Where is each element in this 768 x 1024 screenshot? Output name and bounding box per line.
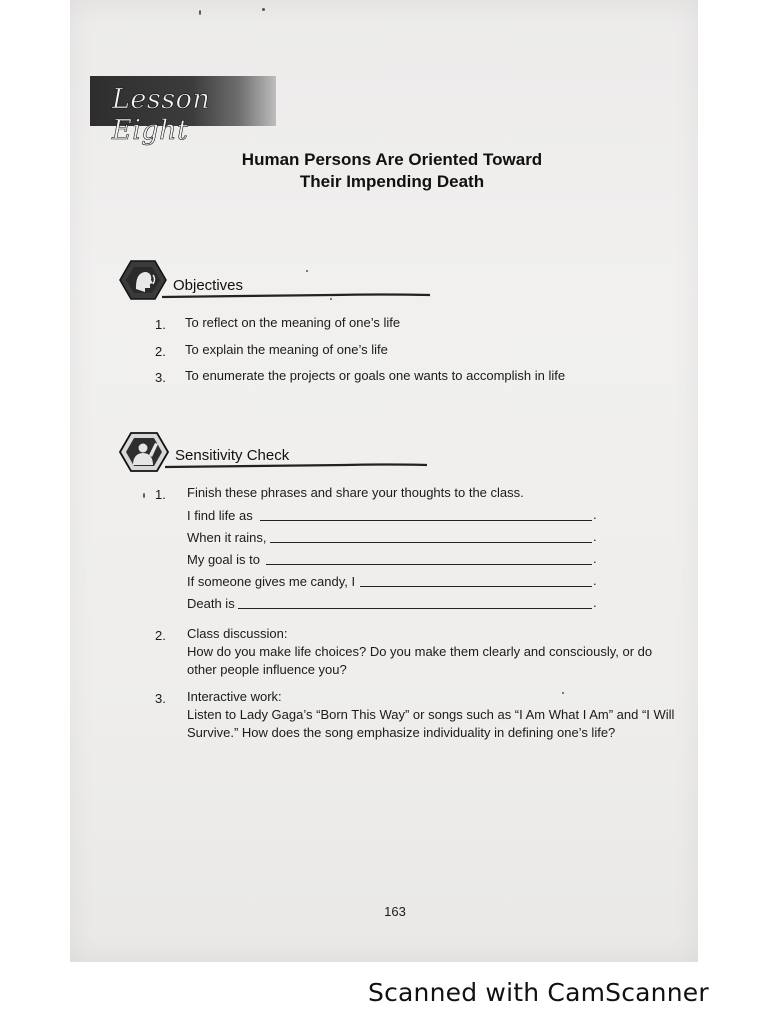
lesson-banner: [90, 76, 276, 146]
sensitivity-item-2-line2: other people influence you?: [187, 662, 347, 677]
objective-1-number: 1.: [155, 317, 166, 332]
phrase-3-period: .: [593, 551, 597, 566]
scan-speck: [330, 298, 332, 300]
objective-2-number: 2.: [155, 344, 166, 359]
phrase-4-period: .: [593, 573, 597, 588]
phrase-2-blank[interactable]: [270, 542, 592, 543]
scan-speck: [562, 692, 564, 694]
objective-2-text: To explain the meaning of one’s life: [185, 342, 388, 357]
objectives-rule: [162, 292, 432, 300]
phrase-2-text: When it rains,: [187, 530, 267, 545]
phrase-4-text: If someone gives me candy, I: [187, 574, 356, 589]
sensitivity-item-3-line1: Listen to Lady Gaga’s “Born This Way” or songs such as “I Am What I Am” and “I Will: [187, 707, 675, 722]
sensitivity-item-2-number: 2.: [155, 628, 166, 643]
objective-3-text: To enumerate the projects or goals one wants to accomplish in life: [185, 368, 566, 383]
scan-speck: [262, 8, 265, 11]
sensitivity-check-icon: [119, 431, 169, 473]
sensitivity-item-3-number: 3.: [155, 691, 166, 706]
lesson-label: Lesson Eight: [112, 84, 211, 146]
phrase-3-text: My goal is to: [187, 552, 260, 567]
page-number: 163: [384, 904, 406, 919]
phrase-1-text: I find life as: [187, 508, 253, 523]
phrase-4-blank[interactable]: [360, 586, 592, 587]
sensitivity-item-2-heading: Class discussion:: [187, 626, 288, 641]
lesson-title-line2: Their Impending Death: [299, 172, 485, 191]
objectives-heading: Objectives: [173, 277, 244, 294]
sensitivity-check-heading: Sensitivity Check: [175, 447, 290, 464]
scan-speck: [143, 493, 145, 498]
camscanner-watermark: Scanned with CamScanner: [368, 978, 709, 1007]
lesson-title-line1: Human Persons Are Oriented Toward: [241, 150, 543, 169]
phrase-5-blank[interactable]: [238, 608, 592, 609]
scan-speck: [199, 10, 201, 15]
scan-speck: [306, 270, 308, 272]
sensitivity-item-3-line2: Survive.” How does the song emphasize individuality in defining one’s life?: [187, 725, 616, 740]
sensitivity-item-3-heading: Interactive work:: [187, 689, 282, 704]
sensitivity-item-1-number: 1.: [155, 487, 166, 502]
objective-1-text: To reflect on the meaning of one’s life: [185, 315, 401, 330]
objective-3-number: 3.: [155, 370, 166, 385]
phrase-2-period: .: [593, 529, 597, 544]
sensitivity-item-2-line1: How do you make life choices? Do you make them clearly and consciously, or do: [187, 644, 653, 659]
phrase-1-period: .: [593, 507, 597, 522]
sensitivity-item-1-text: Finish these phrases and share your thoughts to the class.: [187, 485, 524, 500]
phrase-5-text: Death is: [187, 596, 235, 611]
phrase-3-blank[interactable]: [266, 564, 592, 565]
phrase-1-blank[interactable]: [260, 520, 592, 521]
phrase-5-period: .: [593, 595, 597, 610]
sensitivity-check-rule: [165, 462, 430, 470]
objectives-icon: [119, 259, 167, 301]
